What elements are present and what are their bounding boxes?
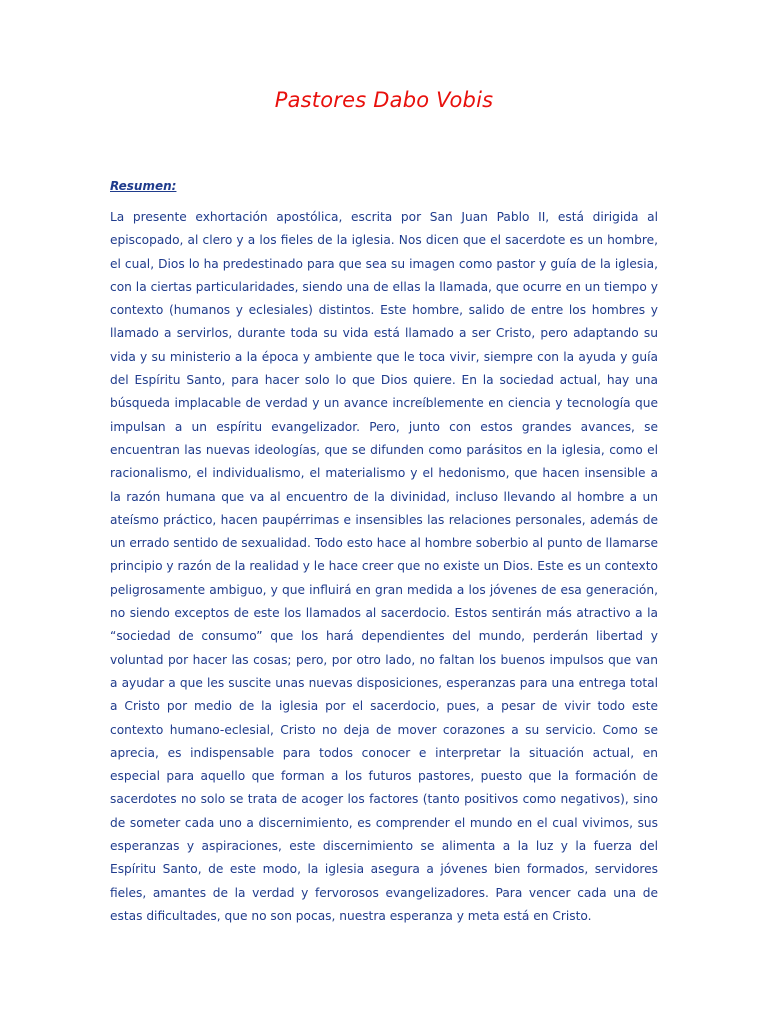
section-heading: Resumen:: [110, 179, 177, 193]
summary-paragraph: La presente exhortación apostólica, escrita por San Juan Pablo II, está dirigida al episcopado, al clero y a los fieles de la iglesia. Nos dicen que el sacerdote es un hombre, el cual, Dios lo ha predestinado para que sea su imagen como pastor y guía de la iglesia, con la ciertas particularidades, siendo una de ellas la llamada, que ocurre en un tiempo y contexto (humanos y eclesiales) distintos. Este hombre, salido de entre los hombres y llamado a servirlos, durante toda su vida está llamado a ser Cristo, pero adaptando su vida y su ministerio a la época y ambiente que le toca vivir, siempre con la ayuda y guía del Espíritu Santo, para hacer solo lo que Dios quiere. En la sociedad actual, hay una búsqueda implacable de verdad y un avance increíblemente en ciencia y tecnología que impulsan a un espíritu evangelizador. Pero, junto con estos grandes avances, se encuentran las nuevas ideologías, que se difunden como parásitos en la iglesia, como el racionalismo, el individualismo, el materialismo y el hedonismo, que hacen insensible a la razón humana que va al encuentro de la divinidad, incluso llevando al hombre a un ateísmo práctico, hacen paupérrimas e insensibles las relaciones personales, además de un errado sentido de sexualidad. Todo esto hace al hombre soberbio al punto de llamarse principio y razón de la realidad y le hace creer que no existe un Dios. Este es un contexto peligrosamente ambiguo, y que influirá en gran medida a los jóvenes de esa generación, no siendo exceptos de este los llamados al sacerdocio. Estos sentirán más atractivo a la “sociedad de consumo” que los hará dependientes del mundo, perderán libertad y voluntad por hacer las cosas; pero, por otro lado, no faltan los buenos impulsos que van a ayudar a que les suscite unas nuevas disposiciones, esperanzas para una entrega total a Cristo por medio de la iglesia por el sacerdocio, pues, a pesar de vivir todo este contexto humano-eclesial, Cristo no deja de mover corazones a su servicio. Como se aprecia, es indispensable para todos conocer e interpretar la situación actual, en especial para aquello que forman a los futuros pastores, puesto que la formación de sacerdotes no solo se trata de acoger los factores (tanto positivos como negativos), sino de someter cada uno a discernimiento, es comprender el mundo en el cual vivimos, sus esperanzas y aspiraciones, este discernimiento se alimenta a la luz y la fuerza del Espíritu Santo, de este modo, la iglesia asegura a jóvenes bien formados, servidores fieles, amantes de la verdad y fervorosos evangelizadores. Para vencer cada una de estas dificultades, que no son pocas, nuestra esperanza y meta está en Cristo.: [110, 210, 658, 923]
document-title: Pastores Dabo Vobis: [274, 88, 494, 112]
